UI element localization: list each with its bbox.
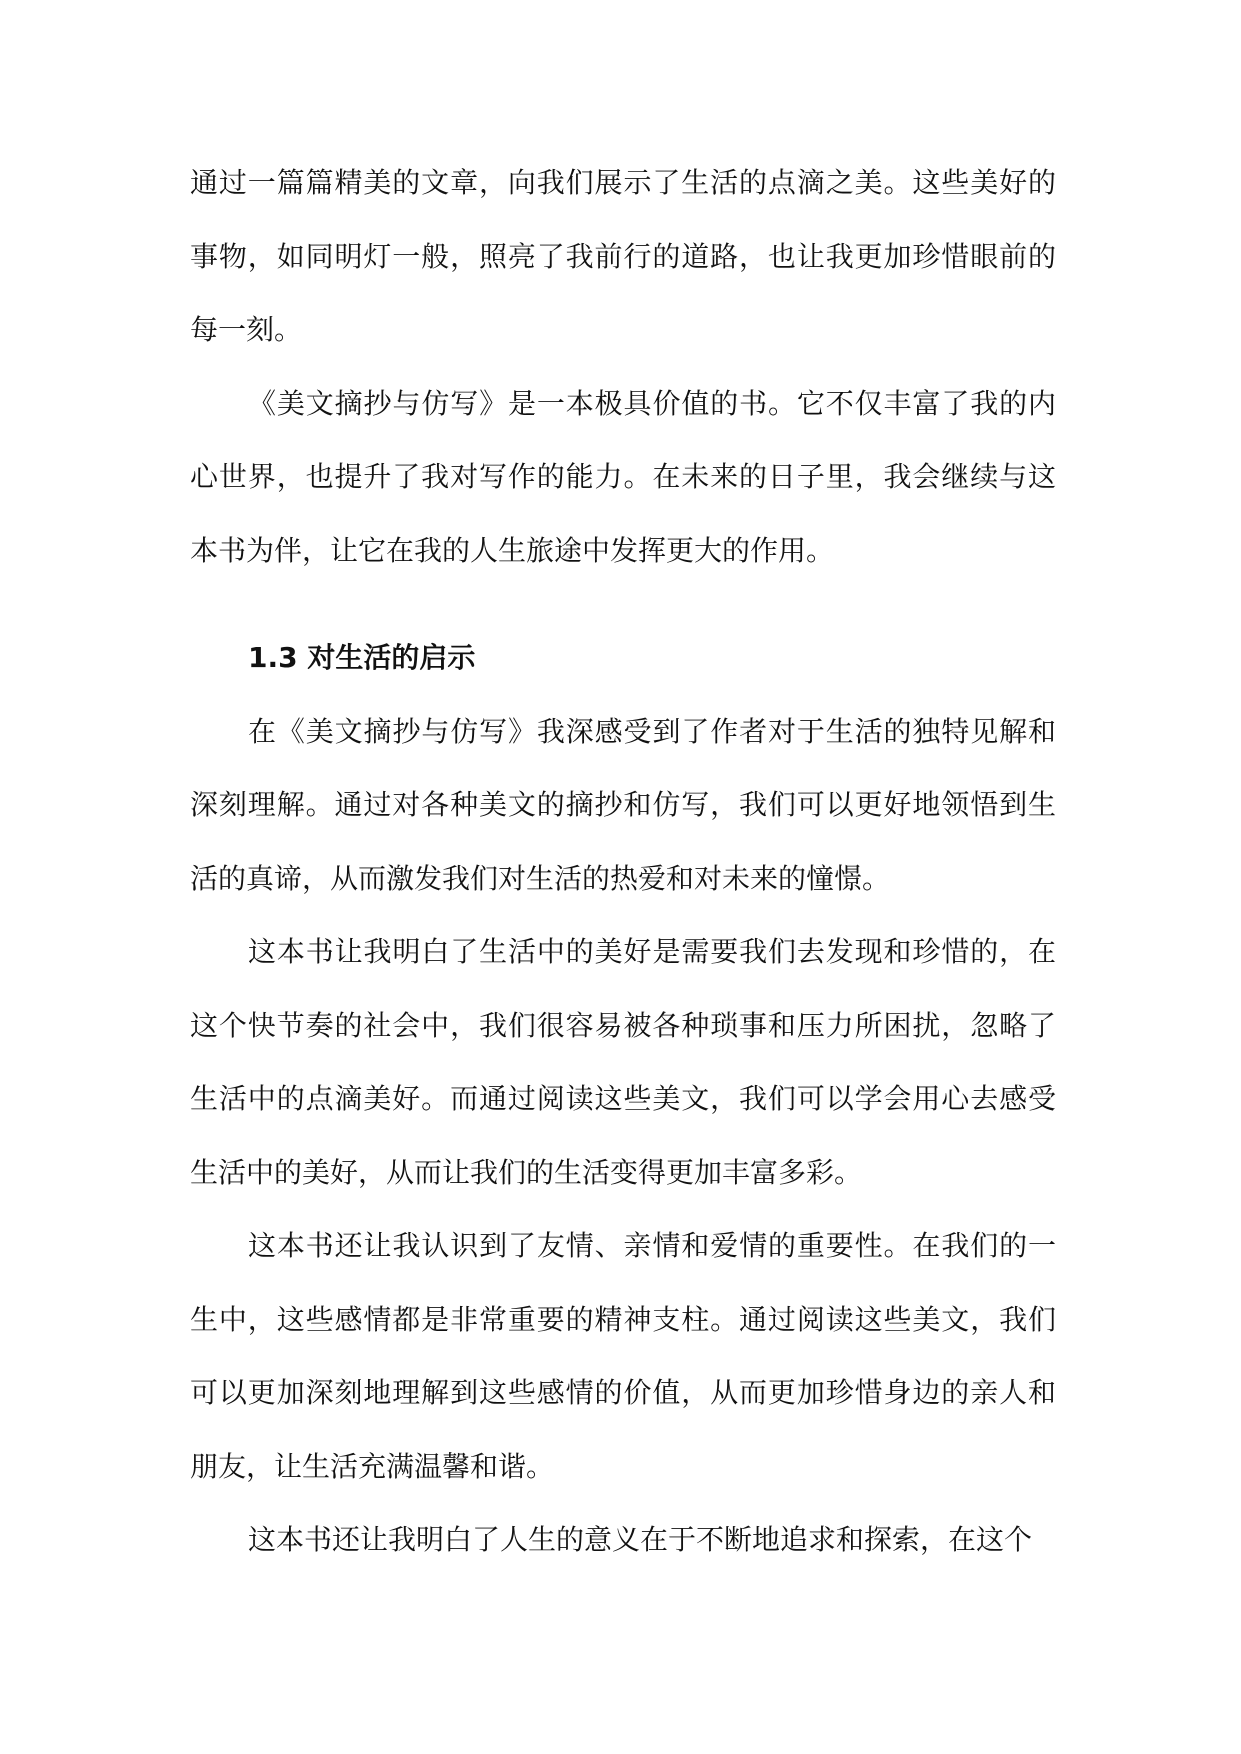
paragraph-continued: 通过一篇篇精美的文章，向我们展示了生活的点滴之美。这些美好的事物，如同明灯一般，照亮了我前行的道路，也让我更加珍惜眼前的每一刻。: [190, 166, 1056, 346]
paragraph-meaning-of-life: 这本书还让我明白了人生的意义在于不断地追求和探索，在这个: [248, 1523, 1033, 1556]
paragraph-relationships: 这本书还让我认识到了友情、亲情和爱情的重要性。在我们的一生中，这些感情都是非常重要的精神支柱。通过阅读这些美文，我们可以更加深刻地理解到这些感情的价值，从而更加珍惜身边的亲人和朋友，让生活充满温馨和谐。: [190, 1229, 1056, 1483]
section-heading: 1.3 对生活的启示: [248, 641, 476, 674]
paragraph-book-value: 《美文摘抄与仿写》是一本极具价值的书。它不仅丰富了我的内心世界，也提升了我对写作的能力。在未来的日子里，我会继续与这本书为伴，让它在我的人生旅途中发挥更大的作用。: [190, 386, 1056, 567]
paragraph-beauty-in-life: 这本书让我明白了生活中的美好是需要我们去发现和珍惜的，在这个快节奏的社会中，我们很容易被各种琐事和压力所困扰，忽略了生活中的点滴美好。而通过阅读这些美文，我们可以学会用心去感受生活中的美好，从而让我们的生活变得更加丰富多彩。: [190, 935, 1056, 1189]
paragraph-life-insight: 在《美文摘抄与仿写》我深感受到了作者对于生活的独特见解和深刻理解。通过对各种美文的摘抄和仿写，我们可以更好地领悟到生活的真谛，从而激发我们对生活的热爱和对未来的憧憬。: [190, 714, 1056, 895]
page-content: [190, 146, 1056, 1577]
